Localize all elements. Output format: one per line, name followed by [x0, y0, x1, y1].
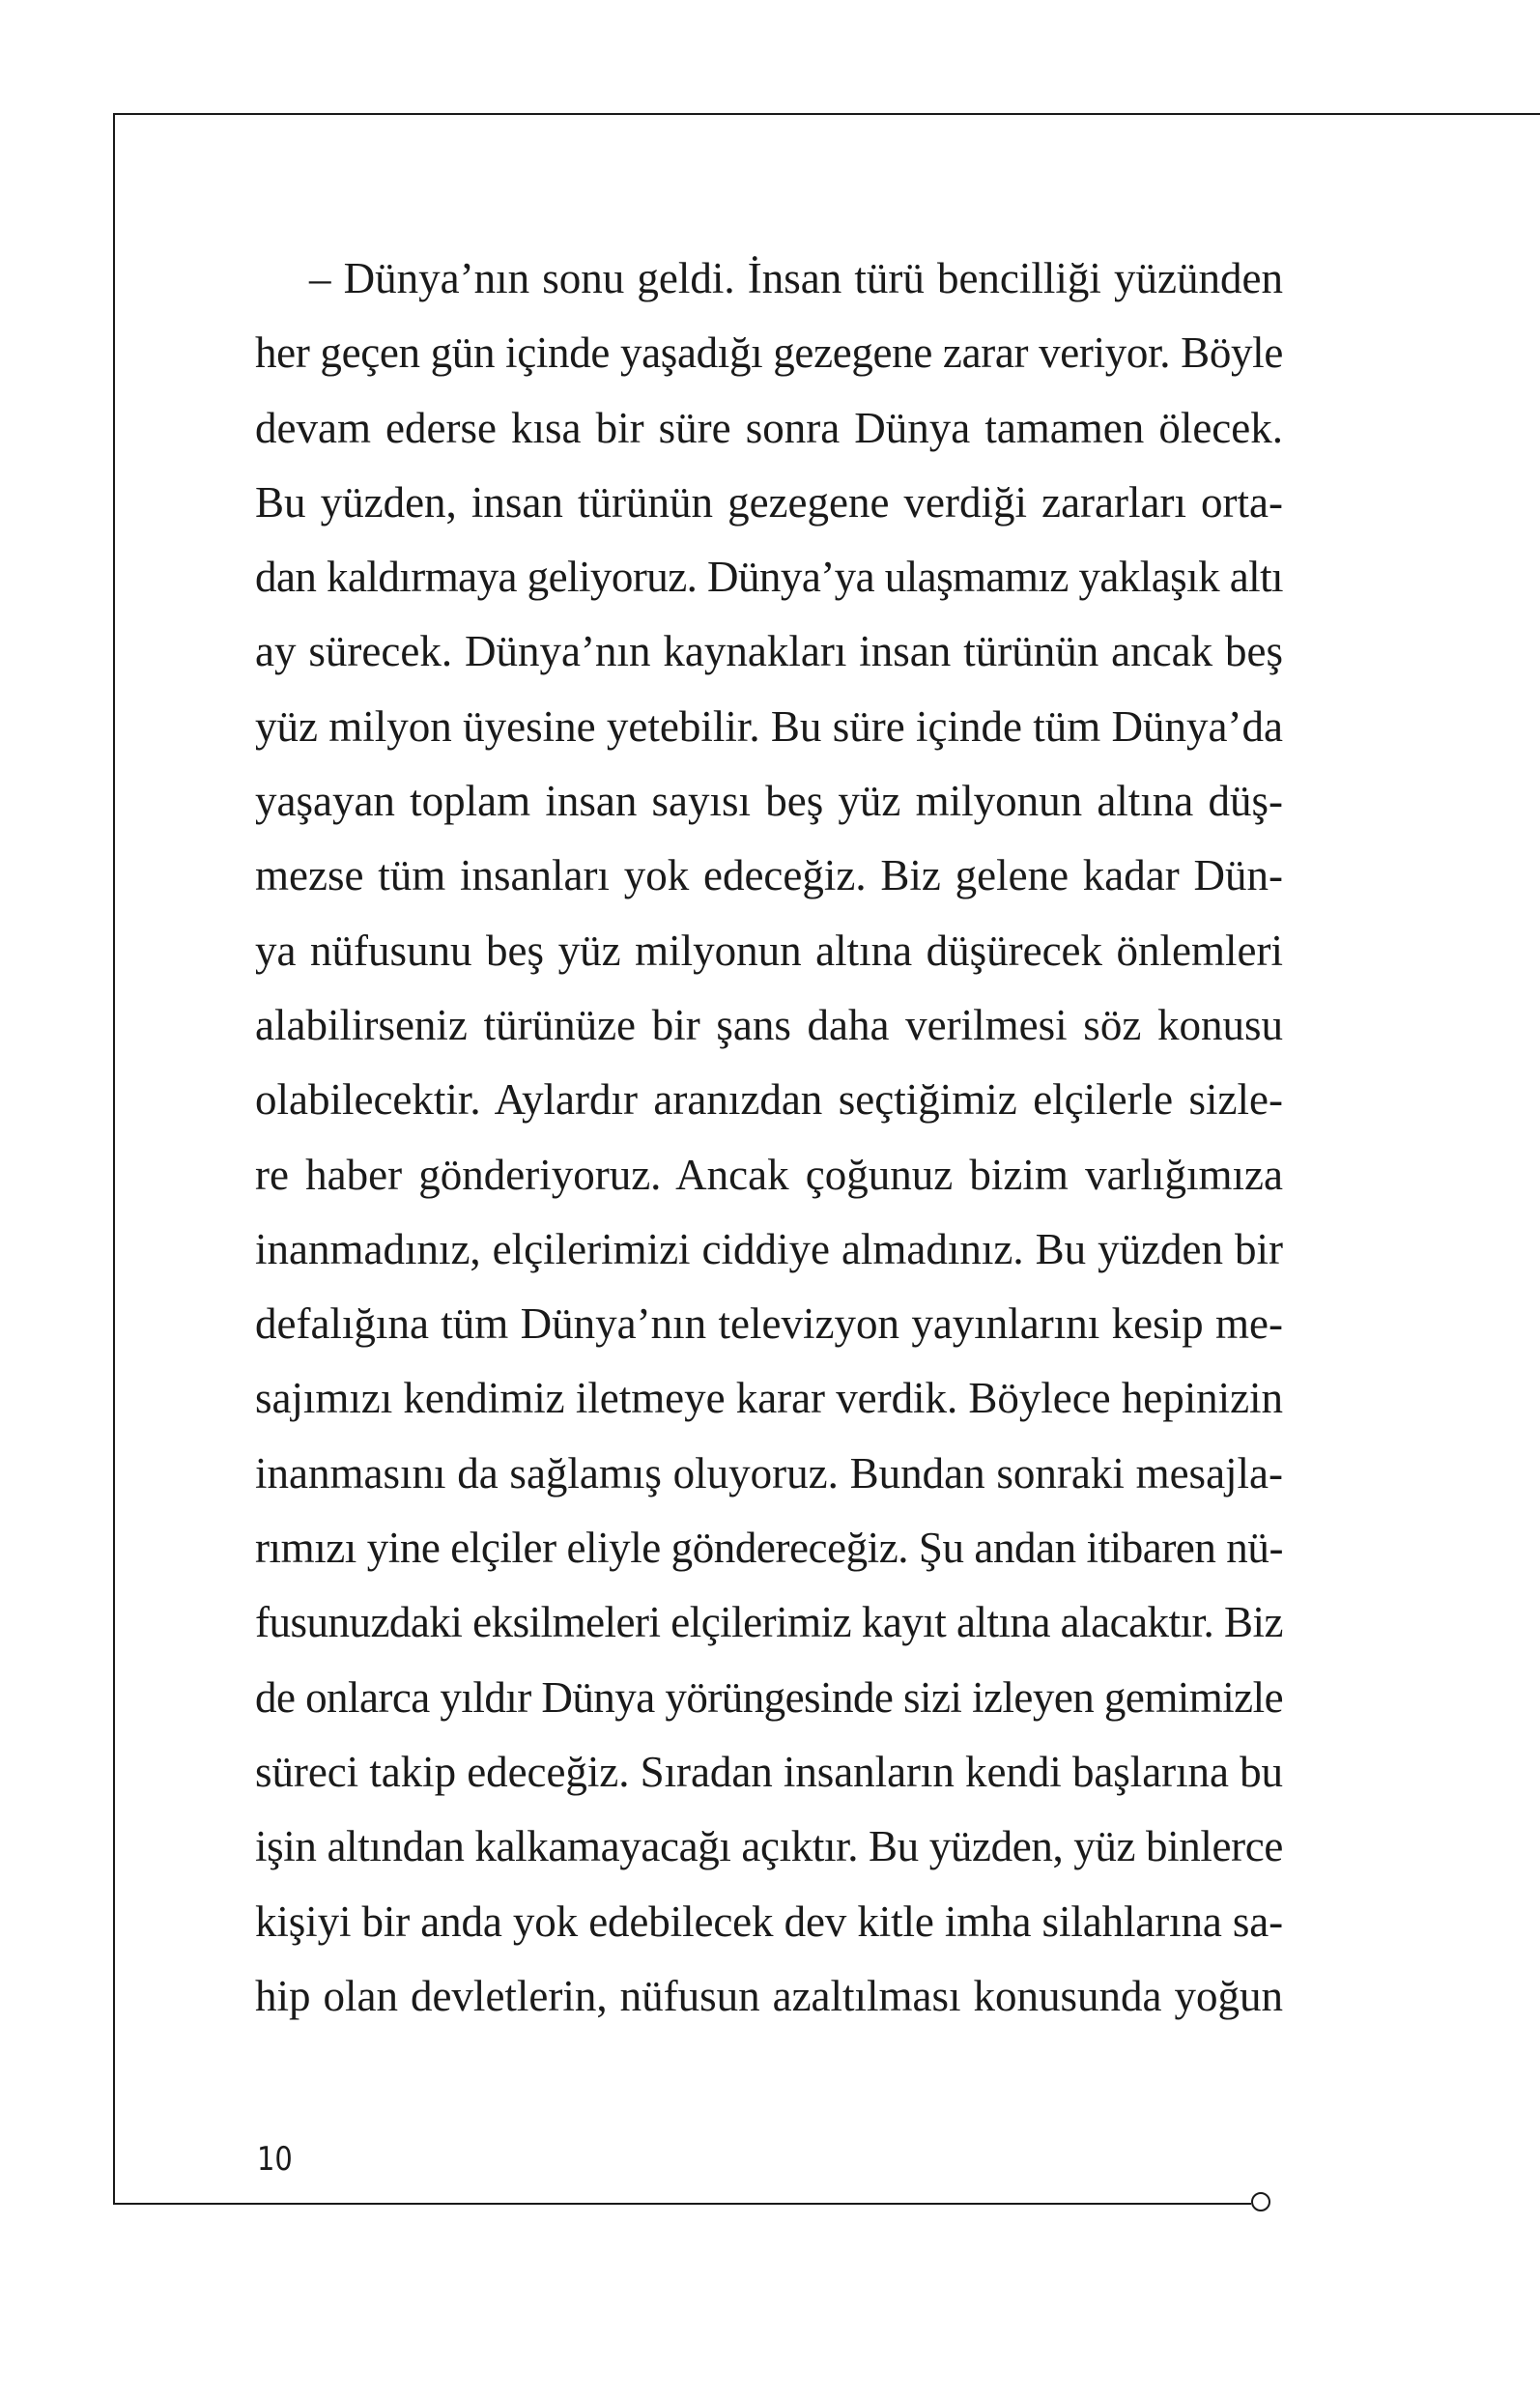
text-line: süreci takip edeceğiz. Sıradan insanların kendi başlarına bu	[255, 1747, 1283, 1796]
page-frame-left-rule	[113, 113, 115, 2204]
text-line: de onlarca yıldır Dünya yörüngesinde sizi izleyen gemimizle	[255, 1672, 1283, 1722]
text-line: olabilecektir. Aylardır aranızdan seçtiğimiz elçilerle sizle-	[255, 1075, 1283, 1125]
text-line: inanmadınız, elçilerimizi ciddiye almadınız. Bu yüzden bir	[255, 1224, 1283, 1273]
text-line: yaşayan toplam insan sayısı beş yüz milyonun altına düş-	[255, 777, 1283, 826]
text-line: defalığına tüm Dünya’nın televizyon yayınlarını kesip me-	[255, 1299, 1283, 1349]
text-line: hip olan devletlerin, nüfusun azaltılması konusunda yoğun	[255, 1971, 1283, 2020]
text-line: Bu yüzden, insan türünün gezegene verdiği zararları orta-	[255, 477, 1283, 527]
text-line: inanmasını da sağlamış oluyoruz. Bundan sonraki mesajla-	[255, 1448, 1283, 1498]
text-line: alabilirseniz türünüze bir şans daha verilmesi söz konusu	[255, 1000, 1283, 1049]
text-line: devam ederse kısa bir süre sonra Dünya tamamen ölecek.	[255, 403, 1283, 452]
body-text	[255, 242, 1283, 2034]
text-line: re haber gönderiyoruz. Ancak çoğunuz bizim varlığımıza	[255, 1150, 1283, 1199]
page-number: 10	[257, 2140, 293, 2179]
text-line: ya nüfusunu beş yüz milyonun altına düşürecek önlemleri	[255, 926, 1283, 975]
page-frame-bottom-rule	[113, 2203, 1251, 2205]
text-line: dan kaldırmaya geliyoruz. Dünya’ya ulaşmamız yaklaşık altı	[255, 553, 1283, 602]
text-line: yüz milyon üyesine yetebilir. Bu süre içinde tüm Dünya’da	[255, 701, 1283, 751]
text-line: fusunuzdaki eksilmeleri elçilerimiz kayıt altına alacaktır. Biz	[255, 1598, 1283, 1647]
text-line: ay sürecek. Dünya’nın kaynakları insan türünün ancak beş	[255, 627, 1283, 676]
page-frame-top-rule	[113, 113, 1540, 115]
text-line: sajımızı kendimiz iletmeye karar verdik. Böylece hepinizin	[255, 1374, 1283, 1423]
text-line: – Dünya’nın sonu geldi. İnsan türü bencilliği yüzünden	[309, 254, 1283, 302]
text-line: mezse tüm insanları yok edeceğiz. Biz gelene kadar Dün-	[255, 851, 1283, 900]
frame-circle-ornament	[1251, 2192, 1270, 2211]
text-line: kişiyi bir anda yok edebilecek dev kitle imha silahlarına sa-	[255, 1897, 1283, 1946]
text-line: işin altından kalkamayacağı açıktır. Bu yüzden, yüz binlerce	[255, 1822, 1283, 1871]
text-line: rımızı yine elçiler eliyle göndereceğiz. Şu andan itibaren nü-	[255, 1524, 1283, 1573]
text-line: her geçen gün içinde yaşadığı gezegene zarar veriyor. Böyle	[255, 328, 1283, 378]
